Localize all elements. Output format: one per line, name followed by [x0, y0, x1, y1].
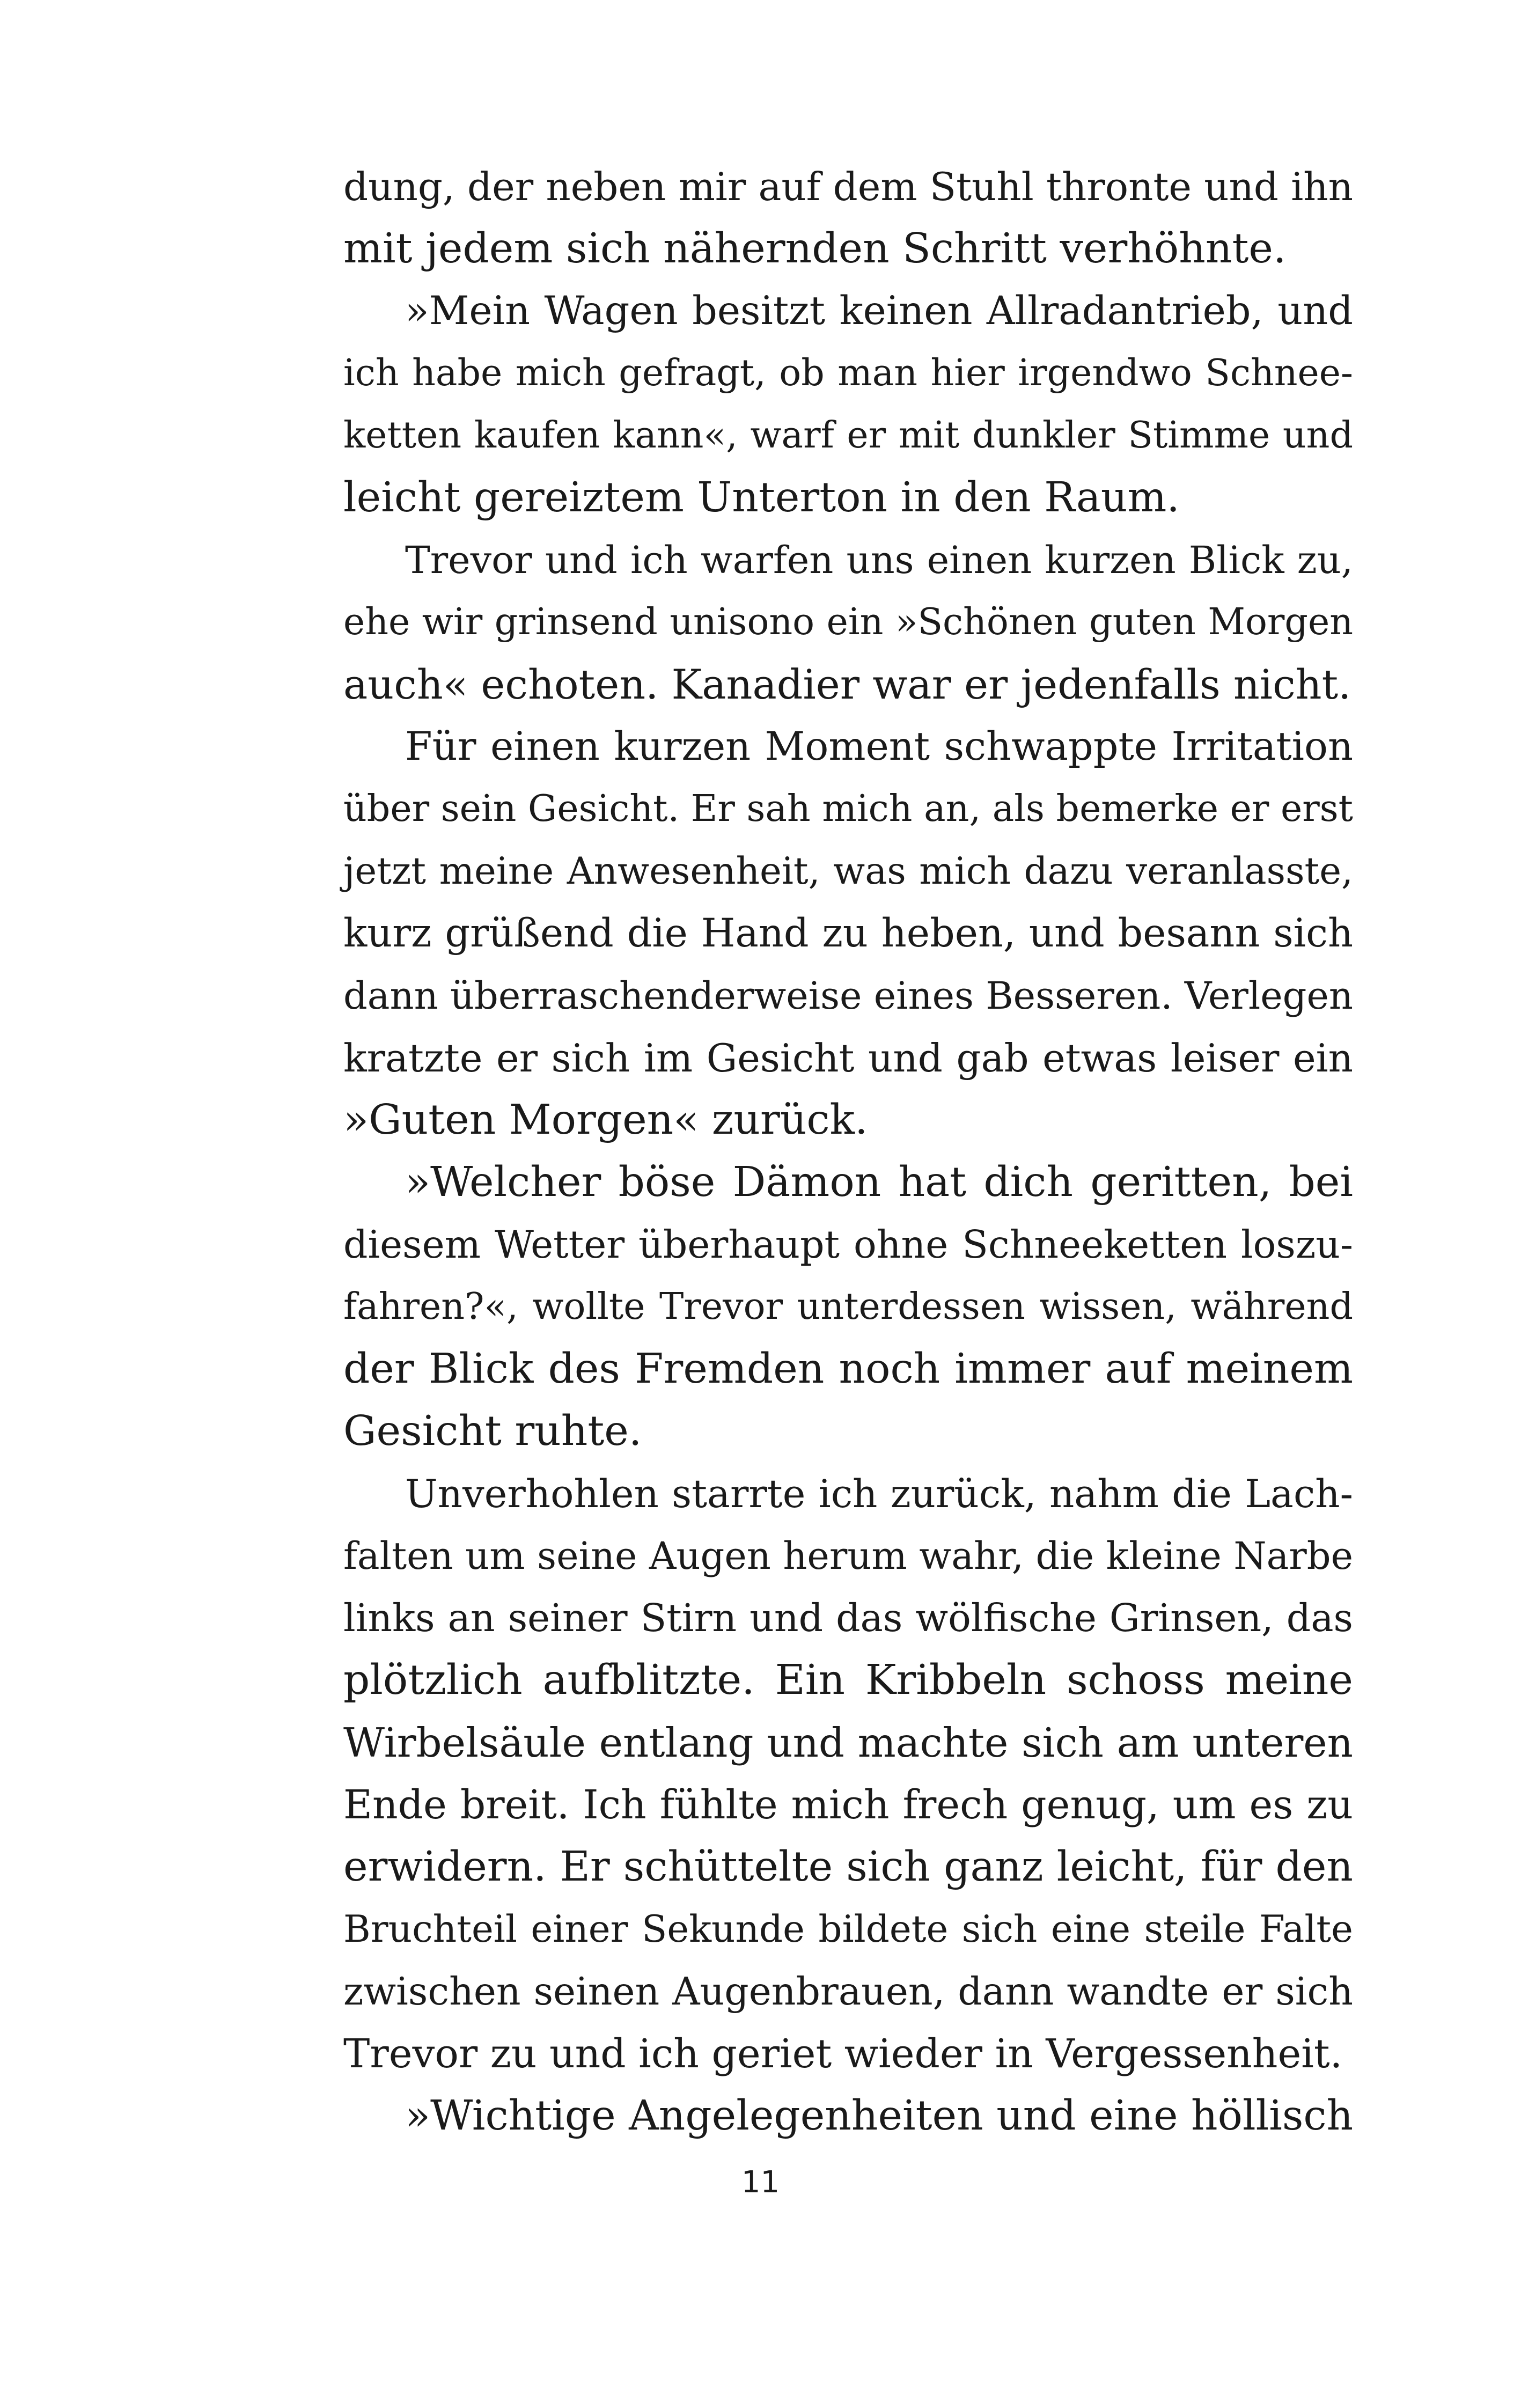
text-line: dung, der neben mir auf dem Stuhl thronte und ihn — [343, 164, 1353, 209]
text-line: Für einen kurzen Moment schwappte Irritation — [405, 724, 1353, 769]
text-line: Wirbelsäule entlang und machte sich am unteren — [343, 1719, 1353, 1766]
text-line: kurz grüßend die Hand zu heben, und besann sich — [343, 911, 1353, 956]
text-line: jetzt meine Anwesenheit, was mich dazu veranlasste, — [343, 850, 1353, 893]
text-line: »Mein Wagen besitzt keinen Allradantrieb, und — [405, 288, 1353, 334]
text-line: »Wichtige Angelegenheiten und eine höllisch — [405, 2092, 1354, 2140]
text-line: dann überraschenderweise eines Besseren. Verlegen — [343, 974, 1353, 1018]
text-line: diesem Wetter überhaupt ohne Schneeketten loszu- — [343, 1222, 1353, 1267]
text-line: mit jedem sich nähernden Schritt verhöhnte. — [343, 225, 1287, 273]
text-line: erwidern. Er schüttelte sich ganz leicht, für den — [343, 1843, 1353, 1891]
text-line: ich habe mich gefragt, ob man hier irgendwo Schnee- — [343, 352, 1353, 394]
text-line: leicht gereiztem Unterton in den Raum. — [343, 474, 1180, 522]
text-line: ketten kaufen kann«, warf er mit dunkler Stimme und — [343, 414, 1353, 457]
text-line: falten um seine Augen herum wahr, die kleine Narbe — [343, 1534, 1353, 1578]
page-number: 11 — [741, 2165, 780, 2200]
text-line: Unverhohlen starrte ich zurück, nahm die Lach- — [405, 1471, 1353, 1516]
body-text — [343, 156, 1353, 2147]
text-line: kratzte er sich im Gesicht und gab etwas leiser ein — [343, 1036, 1353, 1081]
text-line: ehe wir grinsend unisono ein »Schönen guten Morgen — [343, 601, 1353, 643]
text-line: zwischen seinen Augenbrauen, dann wandte er sich — [343, 1969, 1353, 2014]
text-line: »Guten Morgen« zurück. — [343, 1096, 868, 1144]
text-line: über sein Gesicht. Er sah mich an, als bemerke er erst — [343, 788, 1353, 830]
text-line: plötzlich aufblitzte. Ein Kribbeln schoss meine — [343, 1656, 1353, 1704]
text-line: der Blick des Fremden noch immer auf meinem — [343, 1345, 1353, 1393]
text-line: fahren?«, wollte Trevor unterdessen wissen, während — [343, 1286, 1353, 1328]
text-line: »Welcher böse Dämon hat dich geritten, bei — [405, 1158, 1353, 1206]
text-line: links an seiner Stirn und das wölfische Grinsen, das — [343, 1596, 1353, 1640]
text-line: auch« echoten. Kanadier war er jedenfalls nicht. — [343, 660, 1351, 708]
text-line: Trevor und ich warfen uns einen kurzen Blick zu, — [405, 538, 1353, 582]
text-line: Trevor zu und ich geriet wieder in Vergessenheit. — [343, 2031, 1343, 2077]
text-line: Gesicht ruhte. — [343, 1407, 642, 1455]
text-line: Bruchteil einer Sekunde bildete sich eine steile Falte — [343, 1908, 1353, 1951]
text-line: Ende breit. Ich fühlte mich frech genug, um es zu — [343, 1782, 1353, 1828]
